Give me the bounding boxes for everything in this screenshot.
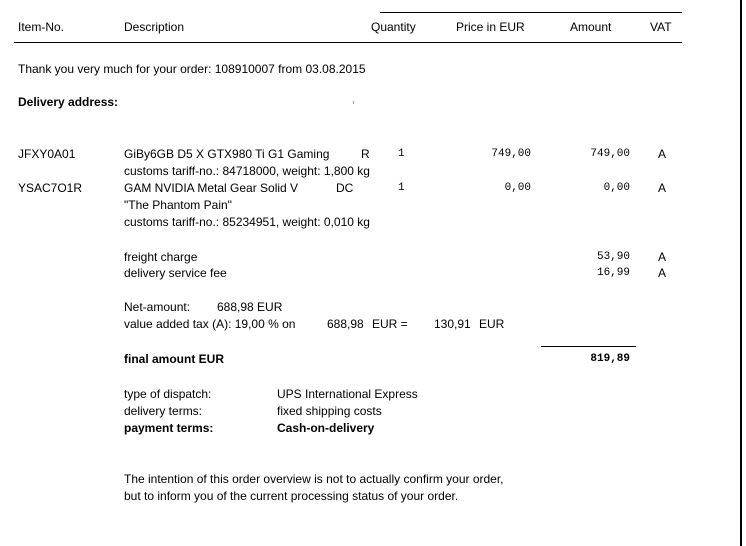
charge-label: delivery service fee: [124, 266, 227, 280]
header-description: Description: [124, 20, 185, 34]
vat-tax: 130,91: [434, 317, 471, 331]
payment-terms-label: payment terms:: [124, 421, 214, 435]
header-quantity: Quantity: [371, 20, 416, 34]
charge-amount: 53,90: [596, 251, 630, 263]
dispatch-value: UPS International Express: [277, 387, 418, 401]
item-amount: 749,00: [590, 148, 630, 160]
final-amount-value: 819,89: [590, 353, 630, 365]
item-quantity: 1: [398, 148, 405, 160]
item-price: 749,00: [491, 148, 531, 160]
item-vat: A: [658, 181, 667, 195]
thanks-line: Thank you very much for your order: 108910007 from 03.08.2015: [18, 62, 366, 76]
item-code: R: [361, 147, 370, 161]
item-description: GAM NVIDIA Metal Gear Solid V: [124, 181, 299, 195]
item-price: 0,00: [504, 182, 531, 194]
delivery-terms-label: delivery terms:: [124, 404, 203, 418]
item-description: GiBy6GB D5 X GTX980 Ti G1 Gaming: [124, 147, 330, 161]
page-edge: [740, 0, 742, 546]
vat-currency: EUR: [479, 317, 505, 331]
net-amount-label: Net-amount:: [124, 300, 191, 314]
item-vat: A: [658, 147, 667, 161]
charge-vat: A: [658, 250, 667, 264]
header-item-no: Item-No.: [18, 20, 65, 34]
header-rule: [14, 42, 682, 43]
item-no: JFXY0A01: [18, 147, 76, 161]
item-amount: 0,00: [603, 182, 630, 194]
item-subtitle: "The Phantom Pain": [124, 198, 232, 212]
footer-line-1: The intention of this order overview is not to actually confirm your order,: [124, 472, 504, 486]
charge-label: freight charge: [124, 250, 198, 264]
net-amount-value: 688,98 EUR: [217, 300, 283, 314]
header-vat: VAT: [650, 20, 672, 34]
header-amount: Amount: [570, 20, 612, 34]
footer-line-2: but to inform you of the current processing status of your order.: [124, 489, 459, 503]
address-dot: [353, 101, 354, 104]
item-code: DC: [336, 181, 354, 195]
item-no: YSAC7O1R: [18, 181, 83, 195]
delivery-address-label: Delivery address:: [18, 95, 119, 109]
delivery-terms-value: fixed shipping costs: [277, 404, 382, 418]
vat-label: value added tax (A): 19,00 % on: [124, 317, 296, 331]
item-customs: customs tariff-no.: 85234951, weight: 0,010 kg: [124, 215, 370, 229]
charge-vat: A: [658, 266, 667, 280]
item-quantity: 1: [398, 182, 405, 194]
vat-base: 688,98: [327, 317, 364, 331]
dispatch-label: type of dispatch:: [124, 387, 212, 401]
total-rule: [541, 346, 636, 347]
top-partial-rule: [380, 12, 682, 13]
charge-amount: 16,99: [596, 267, 630, 279]
vat-eur-eq: EUR =: [372, 317, 408, 331]
item-customs: customs tariff-no.: 84718000, weight: 1,800 kg: [124, 164, 370, 178]
payment-terms-value: Cash-on-delivery: [277, 421, 375, 435]
final-amount-label: final amount EUR: [124, 352, 225, 366]
header-price: Price in EUR: [456, 20, 525, 34]
